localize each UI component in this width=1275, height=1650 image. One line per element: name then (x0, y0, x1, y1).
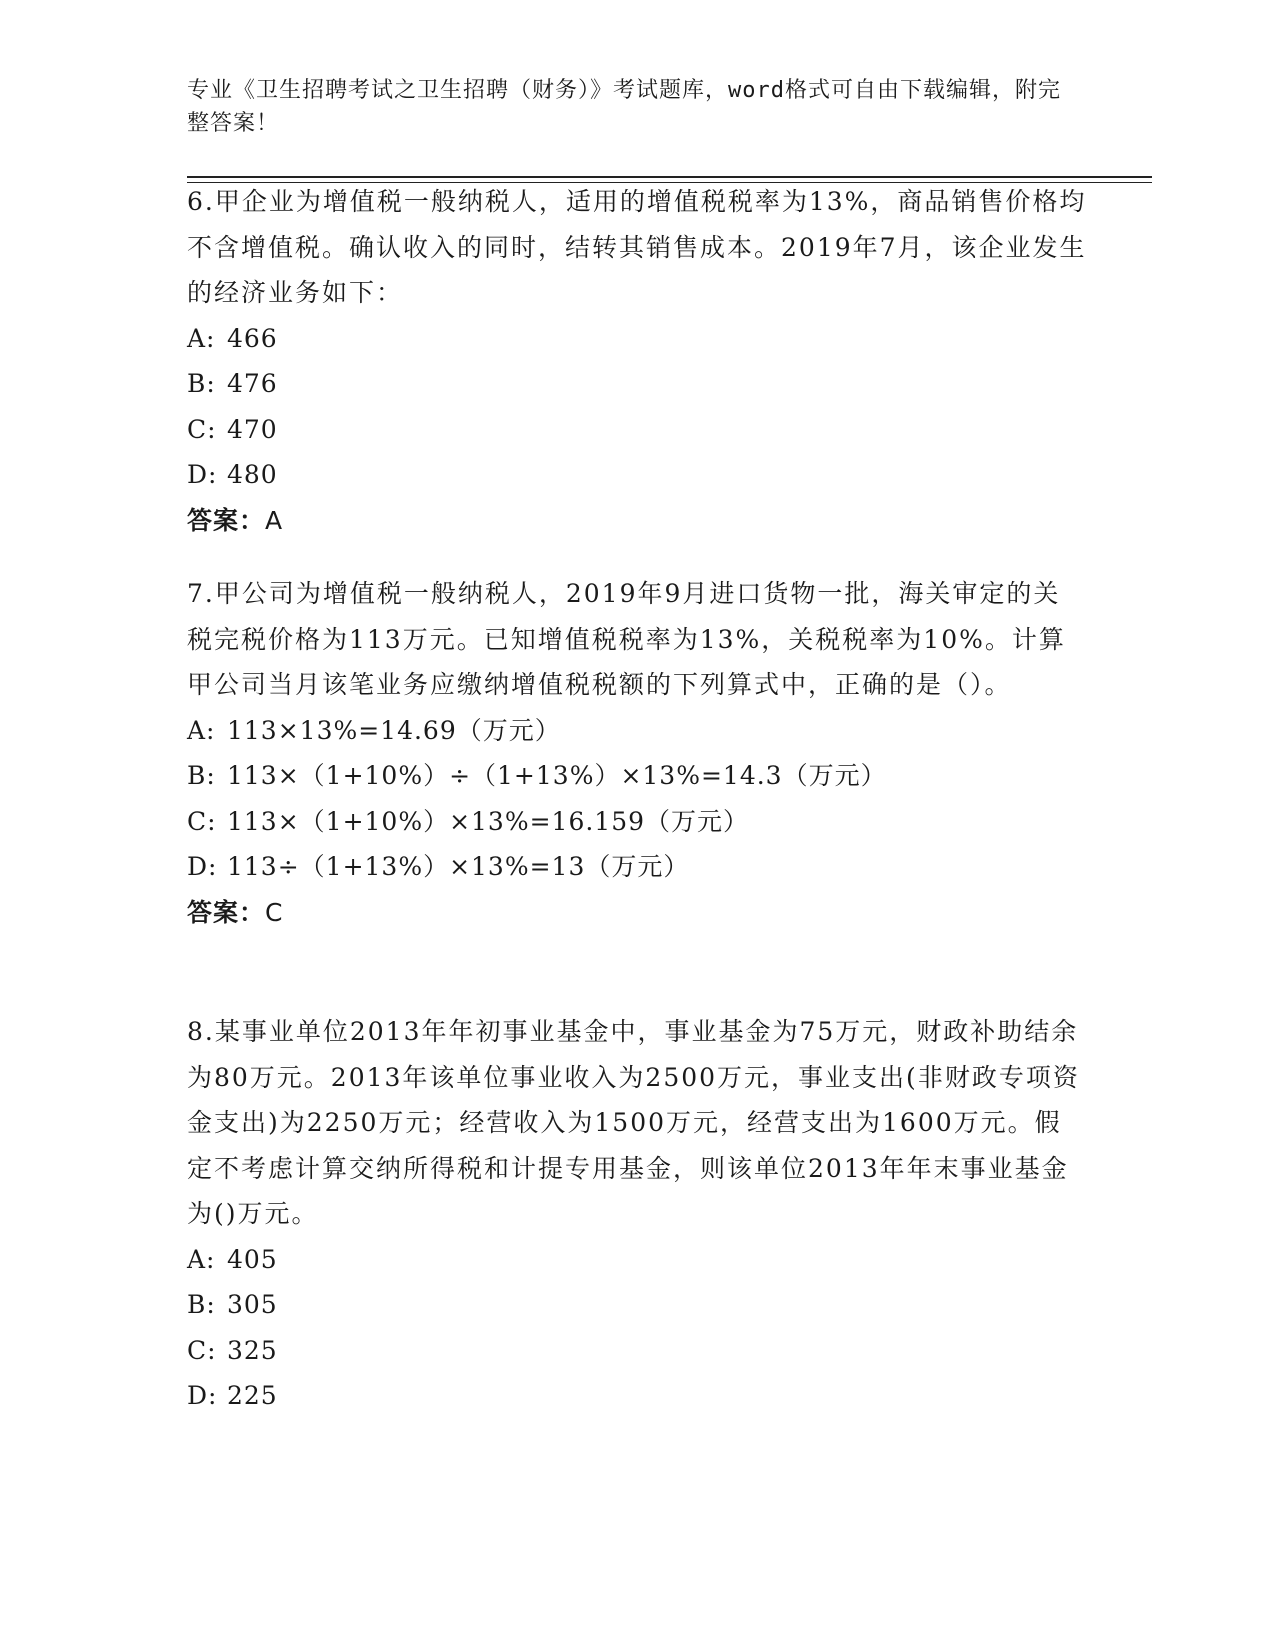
option-letter: A: (187, 1244, 216, 1274)
option-text: 113×（1+10%）×13%=16.159（万元） (227, 806, 750, 836)
option-text: 480 (227, 460, 278, 490)
answer-line (187, 890, 1087, 936)
document-intro: 专业《卫生招聘考试之卫生招聘（财务）》考试题库，word格式可自由下载编辑，附完整答案！ (187, 78, 1061, 136)
option-c (187, 407, 1087, 453)
option-b (187, 361, 1087, 407)
question-number: 6. (187, 187, 215, 216)
option-a (187, 316, 1087, 362)
option-text: 466 (227, 323, 278, 353)
question-8 (187, 1009, 1087, 1419)
option-letter: D: (187, 460, 218, 490)
option-letter: D: (187, 1381, 218, 1411)
header-divider-thick (187, 176, 1152, 178)
question-number: 8. (187, 1017, 215, 1046)
option-letter: B: (187, 369, 216, 399)
answer-label: 答案： (187, 897, 266, 927)
option-d (187, 452, 1087, 498)
option-text: 113×（1+10%）÷（1+13%）×13%=14.3（万元） (227, 761, 887, 791)
option-letter: B: (187, 761, 216, 791)
option-text: 305 (227, 1290, 278, 1320)
option-letter: C: (187, 806, 217, 836)
option-letter: A: (187, 323, 216, 353)
option-letter: C: (187, 1335, 217, 1365)
question-stem (187, 571, 1087, 708)
question-text: 某事业单位2013年年初事业基金中，事业基金为75万元，财政补助结余为80万元。2013年该单位事业收入为2500万元，事业支出(非财政专项资金支出)为2250万元；经营收入为1500万元，经营支出为1600万元。假定不考虑计算交纳所得税和计提专用基金，则该单位2013年年末事业基金为()万元。 (187, 1017, 1080, 1229)
option-a (187, 1237, 1087, 1283)
option-d (187, 844, 1087, 890)
option-letter: B: (187, 1290, 216, 1320)
question-stem (187, 1009, 1087, 1237)
option-letter: C: (187, 414, 217, 444)
question-stem (187, 179, 1087, 316)
option-c (187, 799, 1087, 845)
option-b (187, 1282, 1087, 1328)
option-text: 113×13%=14.69（万元） (227, 715, 561, 745)
option-letter: D: (187, 852, 218, 882)
question-text: 甲企业为增值税一般纳税人，适用的增值税税率为13%，商品销售价格均不含增值税。确认收入的同时，结转其销售成本。2019年7月，该企业发生的经济业务如下： (187, 187, 1087, 308)
option-c (187, 1328, 1087, 1374)
question-7 (187, 571, 1087, 935)
option-text: 113÷（1+13%）×13%=13（万元） (227, 852, 690, 882)
option-b (187, 753, 1087, 799)
answer-value: A (265, 505, 284, 535)
option-text: 470 (227, 414, 278, 444)
answer-value: C (265, 897, 284, 927)
question-number: 7. (187, 579, 215, 608)
option-text: 225 (227, 1381, 278, 1411)
option-letter: A: (187, 715, 216, 745)
option-a (187, 708, 1087, 754)
question-6 (187, 179, 1087, 543)
answer-line (187, 498, 1087, 544)
option-d (187, 1373, 1087, 1419)
option-text: 325 (227, 1335, 278, 1365)
question-text: 甲公司为增值税一般纳税人，2019年9月进口货物一批，海关审定的关税完税价格为113万元。已知增值税税率为13%，关税税率为10%。计算甲公司当月该笔业务应缴纳增值税税额的下列算式中，正确的是（）。 (187, 579, 1066, 700)
option-text: 476 (227, 369, 278, 399)
option-text: 405 (227, 1244, 278, 1274)
answer-label: 答案： (187, 505, 266, 535)
